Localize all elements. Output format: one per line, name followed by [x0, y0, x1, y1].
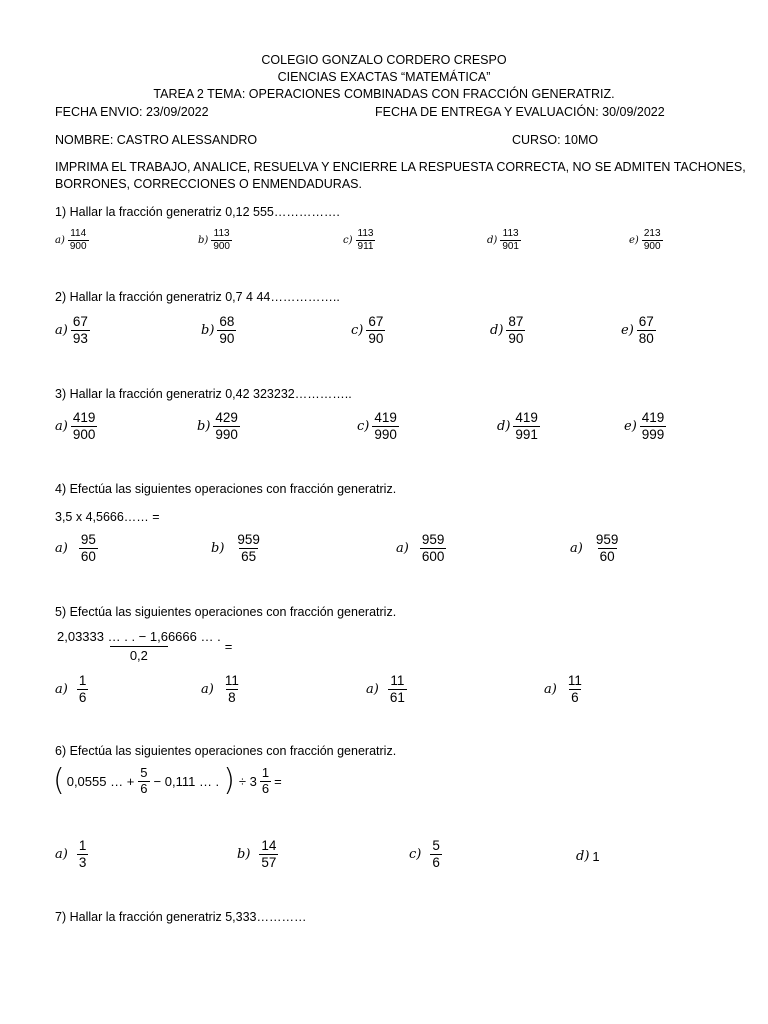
option-label: a): [55, 846, 68, 862]
open-parenthesis: (: [53, 763, 65, 799]
denominator: 90: [368, 330, 384, 346]
question-1-option-d[interactable]: [487, 228, 521, 252]
denominator: 900: [213, 240, 230, 252]
denominator: 900: [643, 240, 661, 252]
numerator: 113: [213, 228, 230, 239]
option-label: a): [570, 540, 583, 556]
question-4-prompt: 4) Efectúa las siguientes operaciones con fracción generatriz.: [55, 482, 397, 496]
numerator: 1: [78, 838, 87, 853]
expression-part-1: 0,0555 … +: [66, 773, 135, 789]
numerator: 5: [432, 838, 440, 853]
denominator: 90: [219, 330, 235, 346]
question-4-option-4[interactable]: [570, 532, 620, 564]
option-label: c): [351, 322, 364, 338]
numerator: 419: [72, 410, 96, 425]
option-label: a): [55, 418, 68, 434]
expression-part-2-visible: − 0,111 … .: [153, 773, 220, 789]
question-6-option-a[interactable]: [55, 838, 88, 870]
question-3-option-d[interactable]: [497, 410, 540, 442]
question-2-option-a[interactable]: [55, 314, 90, 346]
option-label: d): [487, 234, 498, 246]
question-3-option-e[interactable]: [624, 410, 666, 442]
option-value: 1: [592, 849, 600, 864]
question-6-option-c[interactable]: [409, 838, 442, 870]
numerator: 959: [595, 532, 619, 547]
option-label: b): [198, 234, 209, 246]
denominator: 991: [515, 426, 538, 442]
question-2-option-d[interactable]: [490, 314, 525, 346]
denominator: 6: [78, 689, 87, 705]
numerator: 113: [502, 228, 519, 239]
subject-line: CIENCIAS EXACTAS “MATEMÁTICA”: [277, 70, 491, 84]
option-label: e): [624, 418, 637, 434]
numerator: 419: [374, 410, 397, 425]
equals-sign: =: [274, 773, 282, 789]
denominator: 8: [228, 689, 236, 705]
question-5-prompt: 5) Efectúa las siguientes operaciones con fracción generatriz.: [55, 605, 397, 619]
option-label: a): [55, 681, 68, 697]
question-2-prompt: 2) Hallar la fracción generatriz 0,7 4 44……………..: [55, 290, 340, 304]
denominator: 6: [571, 689, 579, 705]
numerator: 213: [643, 228, 661, 239]
option-label: c): [409, 846, 422, 862]
option-label: a): [396, 540, 409, 556]
question-5-expression: [55, 628, 232, 664]
denominator: 999: [641, 426, 665, 442]
denominator: 900: [72, 426, 96, 442]
question-1-option-e[interactable]: [629, 228, 663, 252]
question-5-option-3[interactable]: [366, 673, 407, 705]
denominator: 901: [502, 240, 519, 252]
denominator: 911: [357, 240, 374, 252]
task-line: TAREA 2 TEMA: OPERACIONES COMBINADAS CON FRACCIÓN GENERATRIZ.: [153, 87, 615, 101]
denominator: 65: [241, 548, 257, 564]
question-4-option-3[interactable]: [396, 532, 446, 564]
numerator: 419: [641, 410, 665, 425]
question-3-option-c[interactable]: [357, 410, 399, 442]
question-1-option-c[interactable]: [343, 228, 375, 252]
numerator: 429: [215, 410, 238, 425]
numerator: 959: [237, 532, 260, 547]
question-4-option-2[interactable]: [211, 532, 262, 564]
question-5-option-1[interactable]: [55, 673, 88, 705]
denominator: 900: [69, 240, 87, 252]
option-label: d): [490, 322, 504, 338]
option-label: d): [576, 849, 590, 864]
due-date: FECHA DE ENTREGA Y EVALUACIÓN: 30/09/2022: [375, 105, 665, 119]
question-3-option-a[interactable]: [55, 410, 97, 442]
student-name: NOMBRE: CASTRO ALESSANDRO: [55, 133, 258, 147]
equals-sign: =: [224, 638, 233, 654]
option-label: a): [55, 540, 68, 556]
question-2-option-c[interactable]: [351, 314, 385, 346]
denominator: 60: [599, 548, 615, 564]
option-label: a): [55, 322, 68, 338]
numerator: 14: [261, 838, 277, 853]
option-label: e): [621, 322, 634, 338]
numerator: 67: [368, 314, 384, 329]
numerator: 419: [515, 410, 538, 425]
numerator: 1: [78, 673, 87, 688]
question-5-option-2[interactable]: [201, 673, 241, 705]
course: CURSO: 10MO: [512, 133, 599, 147]
denominator: 6: [432, 854, 440, 870]
instructions-line-1: IMPRIMA EL TRABAJO, ANALICE, RESUELVA Y ENCIERRE LA RESPUESTA CORRECTA, NO SE ADMITEN TACHONES,: [55, 160, 746, 174]
option-label: a): [366, 681, 379, 697]
question-4-expression: 3,5 x 4,5666…… =: [55, 510, 160, 524]
denominator: 61: [389, 689, 405, 705]
numerator: 5: [140, 765, 148, 780]
option-label: a): [201, 681, 214, 697]
option-label: b): [201, 322, 215, 338]
option-label: a): [55, 234, 65, 246]
option-label: c): [343, 234, 353, 246]
numerator: 87: [508, 314, 524, 329]
option-label: d): [497, 418, 511, 434]
question-5-option-4[interactable]: [544, 673, 584, 705]
option-label: a): [544, 681, 557, 697]
option-label: e): [629, 234, 639, 246]
school-name: COLEGIO GONZALO CORDERO CRESPO: [261, 53, 507, 67]
denominator: 93: [72, 330, 88, 346]
question-2-option-b[interactable]: [201, 314, 236, 346]
question-6-prompt: 6) Efectúa las siguientes operaciones con fracción generatriz.: [55, 744, 397, 758]
expression-numerator: 2,03333 … . . − 1,66666 … .: [57, 629, 221, 644]
question-6-option-b[interactable]: [237, 838, 278, 870]
question-4-option-1[interactable]: [55, 532, 98, 564]
question-3-prompt: 3) Hallar la fracción generatriz 0,42 323232…………..: [55, 387, 352, 401]
numerator: 113: [357, 228, 374, 239]
denominator: 6: [261, 780, 270, 796]
denominator: 600: [421, 548, 445, 564]
denominator: 57: [261, 854, 277, 870]
denominator: 60: [80, 548, 96, 564]
denominator: 6: [140, 780, 148, 796]
numerator: 67: [638, 314, 654, 329]
question-1-option-b[interactable]: [198, 228, 232, 252]
option-label: b): [237, 846, 251, 862]
denominator: 3: [78, 854, 87, 870]
numerator: 114: [70, 228, 87, 239]
numerator: 11: [567, 673, 582, 688]
numerator: 11: [224, 673, 239, 688]
numerator: 67: [72, 314, 88, 329]
expression-part-3: ÷ 3: [238, 773, 257, 789]
denominator: 90: [508, 330, 524, 346]
numerator: 1: [261, 765, 270, 780]
denominator: 80: [638, 330, 654, 346]
question-6-option-d[interactable]: [576, 849, 600, 864]
close-parenthesis: ): [223, 763, 235, 799]
option-label: b): [211, 540, 225, 556]
instructions-line-2: BORRONES, CORRECCIONES O ENMENDADURAS.: [55, 177, 362, 191]
question-2-option-e[interactable]: [621, 314, 656, 346]
numerator: 68: [219, 314, 235, 329]
option-label: c): [357, 418, 370, 434]
question-1-option-a[interactable]: [55, 228, 89, 252]
option-label: b): [197, 418, 211, 434]
question-3-option-b[interactable]: [197, 410, 240, 442]
sent-date: FECHA ENVIO: 23/09/2022: [55, 105, 209, 119]
denominator: 990: [374, 426, 397, 442]
question-7-prompt: 7) Hallar la fracción generatriz 5,333…………: [55, 910, 307, 924]
numerator: 11: [390, 673, 405, 688]
numerator: 959: [421, 532, 445, 547]
question-6-expression: [53, 763, 282, 799]
numerator: 95: [80, 532, 96, 547]
question-1-prompt: 1) Hallar la fracción generatriz 0,12 555…………….: [55, 205, 340, 219]
denominator: 990: [215, 426, 238, 442]
expression-denominator: 0,2: [110, 646, 168, 665]
